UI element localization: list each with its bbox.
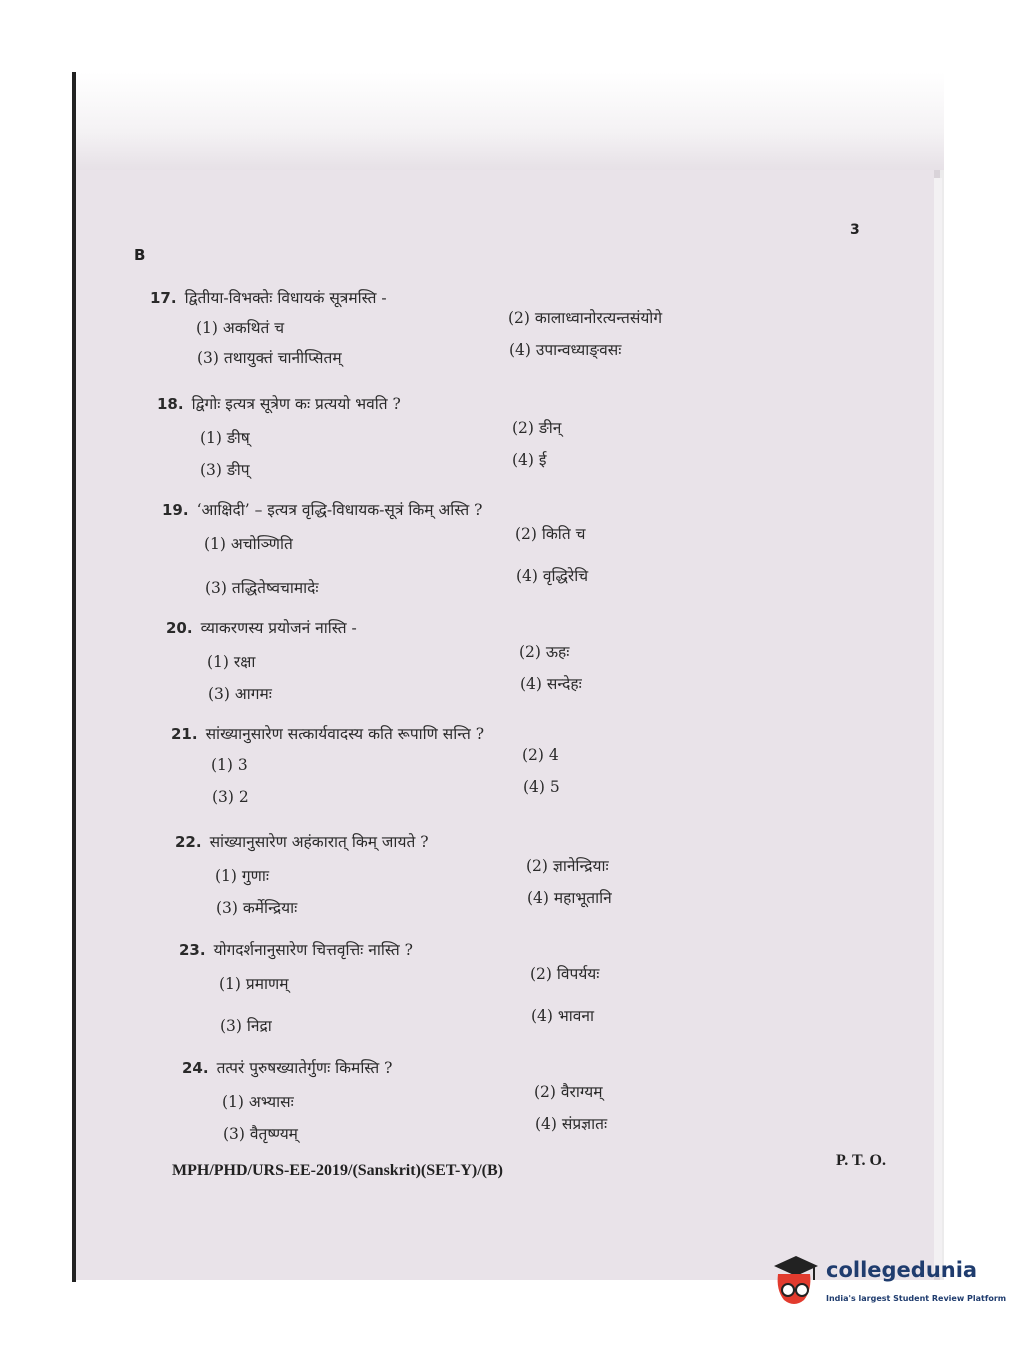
option: (4) भावना (531, 1007, 595, 1025)
question-text: सांख्यानुसारेण सत्कार्यवादस्य कति रूपाणि सन्ति ? (205, 725, 485, 743)
question-text: तत्परं पुरुषख्यातेर्गुणः किमस्ति ? (216, 1059, 393, 1077)
sheet-edge (934, 178, 942, 1274)
question-19 (162, 498, 482, 520)
option: (3) वैतृष्ण्यम् (223, 1125, 298, 1143)
question-number: 17. (150, 289, 177, 307)
option: (2) विपर्ययः (530, 965, 600, 983)
paper-code: MPH/PHD/URS-EE-2019/(Sanskrit)(SET-Y)/(B) (172, 1162, 503, 1179)
set-label: B (134, 246, 146, 264)
option: (2) किति च (515, 525, 586, 543)
question-24 (182, 1056, 392, 1078)
pto-label: P. T. O. (836, 1152, 886, 1169)
option: (3) कर्मेन्द्रियाः (216, 899, 298, 917)
option: (3) 2 (212, 788, 249, 806)
question-text: द्विगोः इत्यत्र सूत्रेण कः प्रत्ययो भवति ? (191, 395, 401, 413)
option: (1) 3 (211, 756, 248, 774)
question-number: 18. (157, 395, 184, 413)
question-22 (175, 830, 429, 852)
option: (1) अभ्यासः (222, 1093, 294, 1111)
question-23 (179, 938, 413, 960)
option: (3) तद्धितेष्वचामादेः (205, 579, 319, 597)
option: (3) आगमः (208, 685, 272, 703)
question-20 (166, 616, 357, 638)
question-number: 22. (175, 833, 202, 851)
option: (1) गुणाः (215, 867, 269, 885)
question-text: द्वितीया-विभक्तेः विधायकं सूत्रमस्ति - (184, 289, 387, 307)
option: (4) सन्देहः (520, 675, 582, 693)
option: (2) ङीन् (512, 419, 562, 437)
question-text: योगदर्शनानुसारेण चित्तवृत्तिः नास्ति ? (213, 941, 413, 959)
option: (1) प्रमाणम् (219, 975, 289, 993)
option: (2) ऊहः (519, 643, 570, 661)
scan-top-band (76, 72, 944, 172)
question-number: 20. (166, 619, 193, 637)
option: (4) वृद्धिरेचि (516, 567, 589, 585)
option: (2) वैराग्यम् (534, 1083, 603, 1101)
option: (4) महाभूतानि (527, 889, 612, 907)
option: (1) अकथितं च (196, 319, 285, 337)
option: (2) कालाध्वानोरत्यन्तसंयोगे (508, 309, 663, 327)
option: (1) अचोञ्णिति (204, 535, 293, 553)
question-number: 19. (162, 501, 189, 519)
brand-name: collegedunia (826, 1258, 978, 1282)
question-21 (171, 722, 484, 744)
page-number: 3 (850, 222, 860, 238)
question-text: ‘आक्षिदी’ – इत्यत्र वृद्धि-विधायक-सूत्रं किम् अस्ति ? (196, 501, 483, 519)
option: (3) निद्रा (220, 1017, 272, 1035)
question-text: सांख्यानुसारेण अहंकारात् किम् जायते ? (209, 833, 429, 851)
brand-tagline: India's largest Student Review Platform (826, 1294, 1007, 1303)
question-number: 23. (179, 941, 206, 959)
option: (4) संप्रज्ञातः (535, 1115, 608, 1133)
question-18 (157, 392, 401, 414)
question-17 (150, 286, 387, 308)
option: (1) रक्षा (207, 653, 256, 671)
option: (1) ङीष् (200, 429, 250, 447)
option: (2) 4 (522, 746, 559, 764)
question-number: 24. (182, 1059, 209, 1077)
option: (4) 5 (523, 778, 560, 796)
option: (2) ज्ञानेन्द्रियाः (526, 857, 609, 875)
option: (3) ङीप् (200, 461, 250, 479)
question-number: 21. (171, 725, 198, 743)
option: (4) ई (512, 451, 547, 469)
option: (3) तथायुक्तं चानीप्सितम् (197, 349, 342, 367)
student-mascot-icon (766, 1250, 822, 1312)
question-text: व्याकरणस्य प्रयोजनं नास्ति - (200, 619, 357, 637)
collegedunia-logo[interactable] (766, 1248, 1007, 1318)
option: (4) उपान्वध्याङ्वसः (509, 341, 622, 359)
scan-left-edge (72, 72, 76, 1282)
